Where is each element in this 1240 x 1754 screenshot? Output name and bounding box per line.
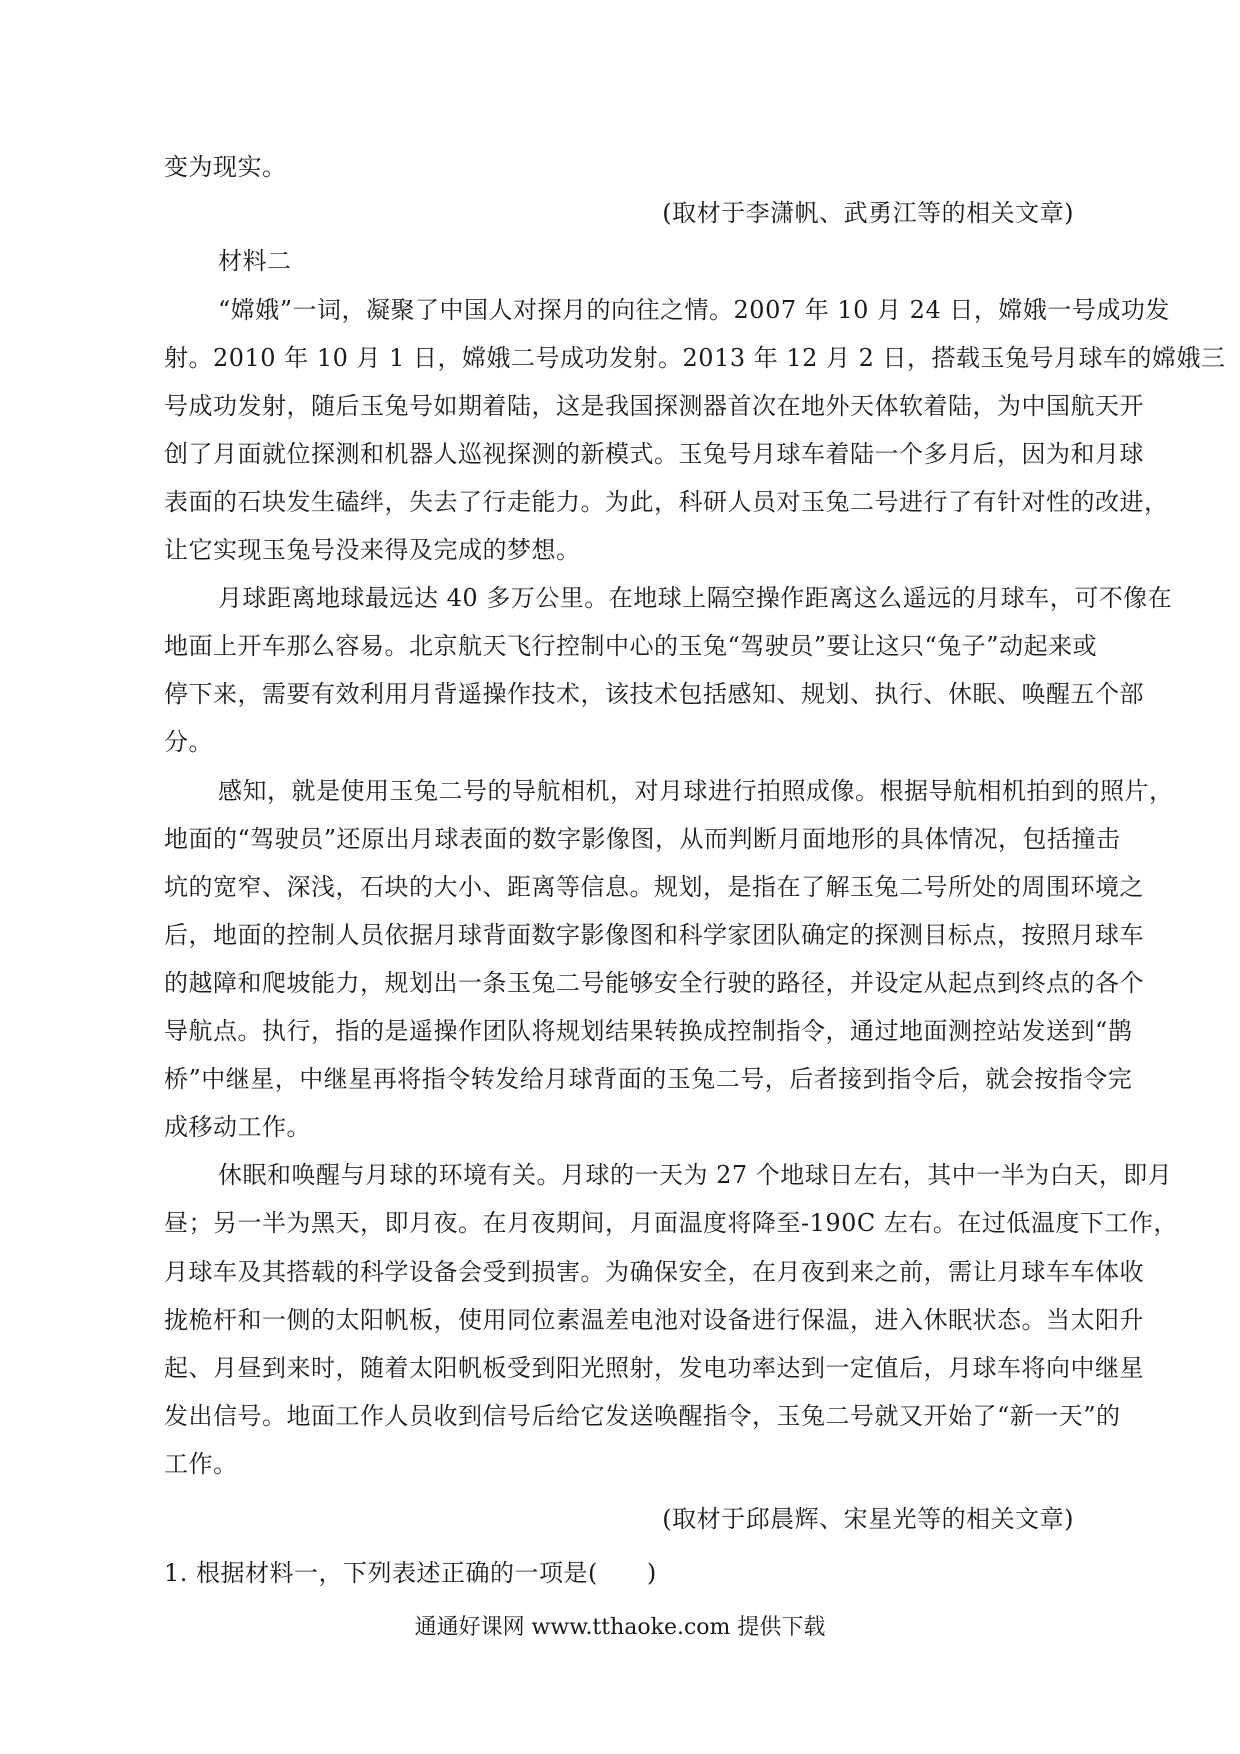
question-1: 1. 根据材料一，下列表述正确的一项是( )	[164, 1559, 657, 1587]
paragraph-1-line-3: 号成功发射，随后玉兔号如期着陆，这是我国探测器首次在地外天体软着陆，为中国航天开	[164, 392, 1144, 420]
paragraph-3-line-6: 导航点。执行，指的是遥操作团队将规划结果转换成控制指令，通过地面测控站发送到“鹊	[164, 1017, 1133, 1045]
paragraph-3-line-8: 成移动工作。	[164, 1113, 311, 1141]
source-note-2: (取材于邱晨辉、宋星光等的相关文章)	[662, 1505, 1074, 1533]
paragraph-4-line-2: 昼；另一半为黑天，即月夜。在月夜期间，月面温度将降至-190C 左右。在过低温度下工作，	[164, 1209, 1178, 1237]
paragraph-1-line-5: 表面的石块发生磕绊，失去了行走能力。为此，科研人员对玉兔二号进行了有针对性的改进，	[164, 488, 1169, 516]
paragraph-4-line-7: 工作。	[164, 1450, 238, 1478]
paragraph-3-line-4: 后，地面的控制人员依据月球背面数字影像图和科学家团队确定的探测目标点，按照月球车	[164, 921, 1144, 949]
paragraph-2-line-3: 停下来，需要有效利用月背遥操作技术，该技术包括感知、规划、执行、休眠、唤醒五个部	[164, 680, 1144, 708]
source-note-1: (取材于李潇帆、武勇江等的相关文章)	[662, 199, 1074, 227]
paragraph-3-line-1: 感知，就是使用玉兔二号的导航相机，对月球进行拍照成像。根据导航相机拍到的照片，	[218, 777, 1174, 805]
footer-credit: 通通好课网 www.tthaoke.com 提供下载	[414, 1615, 826, 1640]
paragraph-4-line-4: 拢桅杆和一侧的太阳帆板，使用同位素温差电池对设备进行保温，进入休眠状态。当太阳升	[164, 1306, 1144, 1334]
paragraph-2-line-4: 分。	[164, 728, 213, 756]
text-line-1: 变为现实。	[164, 153, 287, 181]
paragraph-4-line-3: 月球车及其搭载的科学设备会受到损害。为确保安全，在月夜到来之前，需让月球车车体收	[164, 1258, 1144, 1286]
paragraph-1-line-6: 让它实现玉兔号没来得及完成的梦想。	[164, 536, 581, 564]
paragraph-4-line-5: 起、月昼到来时，随着太阳帆板受到阳光照射，发电功率达到一定值后，月球车将向中继星	[164, 1354, 1144, 1382]
paragraph-1-line-2: 射。2010 年 10 月 1 日，嫦娥二号成功发射。2013 年 12 月 2 日，搭载玉兔号月球车的嫦娥三	[164, 344, 1226, 372]
paragraph-3-line-2: 地面的“驾驶员”还原出月球表面的数字影像图，从而判断月面地形的具体情况，包括撞击	[164, 825, 1121, 853]
paragraph-4-line-1: 休眠和唤醒与月球的环境有关。月球的一天为 27 个地球日左右，其中一半为白天，即月	[218, 1161, 1173, 1189]
paragraph-3-line-5: 的越障和爬坡能力，规划出一条玉兔二号能够安全行驶的路径，并设定从起点到终点的各个	[164, 969, 1144, 997]
paragraph-3-line-3: 坑的宽窄、深浅，石块的大小、距离等信息。规划，是指在了解玉兔二号所处的周围环境之	[164, 873, 1144, 901]
paragraph-2-line-2: 地面上开车那么容易。北京航天飞行控制中心的玉兔“驾驶员”要让这只“兔子”动起来或	[164, 632, 1098, 660]
paragraph-2-line-1: 月球距离地球最远达 40 多万公里。在地球上隔空操作距离这么遥远的月球车，可不像在	[218, 584, 1173, 612]
paragraph-1-line-4: 创了月面就位探测和机器人巡视探测的新模式。玉兔号月球车着陆一个多月后，因为和月球	[164, 440, 1144, 468]
material-two-heading: 材料二	[218, 247, 292, 275]
paragraph-3-line-7: 桥”中继星，中继星再将指令转发给月球背面的玉兔二号，后者接到指令后，就会按指令完	[164, 1065, 1133, 1093]
paragraph-4-line-6: 发出信号。地面工作人员收到信号后给它发送唤醒指令，玉兔二号就又开始了“新一天”的	[164, 1402, 1121, 1430]
paragraph-1-line-1: “嫦娥”一词，凝聚了中国人对探月的向往之情。2007 年 10 月 24 日，嫦娥一号成功发	[218, 296, 1170, 324]
